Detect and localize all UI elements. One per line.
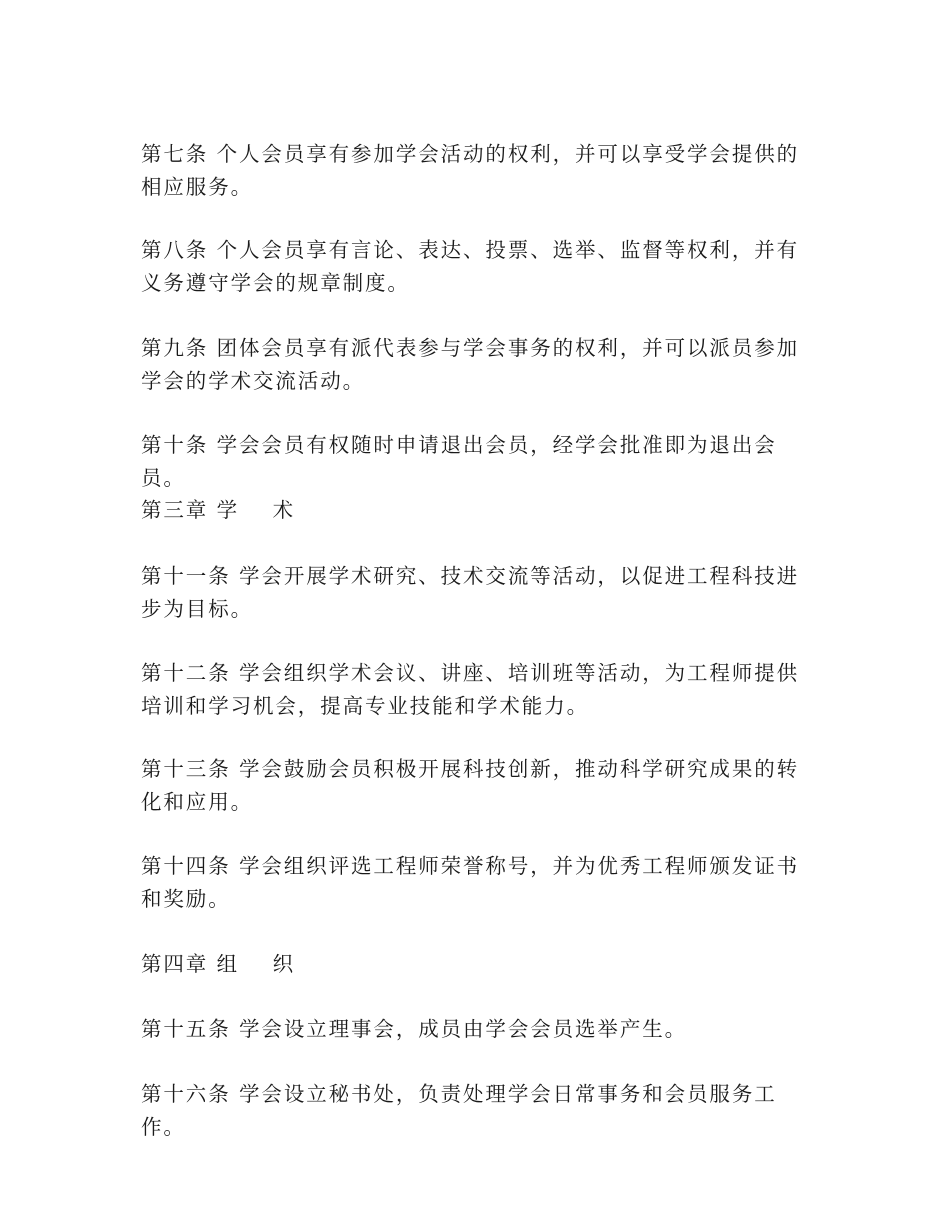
article-9: 第九条 团体会员享有派代表参与学会事务的权利，并可以派员参加学会的学术交流活动。: [141, 336, 800, 393]
article-8: 第八条 个人会员享有言论、表达、投票、选举、监督等权利，并有义务遵守学会的规章制度。: [141, 238, 800, 295]
article-7: 第七条 个人会员享有参加学会活动的权利，并可以享受学会提供的相应服务。: [141, 142, 800, 199]
article-12: 第十二条 学会组织学术会议、讲座、培训班等活动，为工程师提供培训和学习机会，提高专业技能和学术能力。: [141, 661, 800, 718]
article-13: 第十三条 学会鼓励会员积极开展科技创新，推动科学研究成果的转化和应用。: [141, 757, 800, 814]
article-15: 第十五条 学会设立理事会，成员由学会会员选举产生。: [141, 1017, 688, 1041]
chapter-3-heading: 第三章 学 术: [141, 498, 296, 522]
article-11: 第十一条 学会开展学术研究、技术交流等活动，以促进工程科技进步为目标。: [141, 564, 800, 621]
chapter-4-heading: 第四章 组 织: [141, 952, 296, 976]
article-10: 第十条 学会会员有权随时申请退出会员，经学会批准即为退出会员。: [141, 433, 777, 490]
article-16: 第十六条 学会设立秘书处，负责处理学会日常事务和会员服务工作。: [141, 1082, 777, 1139]
article-14: 第十四条 学会组织评选工程师荣誉称号，并为优秀工程师颁发证书和奖励。: [141, 854, 800, 911]
